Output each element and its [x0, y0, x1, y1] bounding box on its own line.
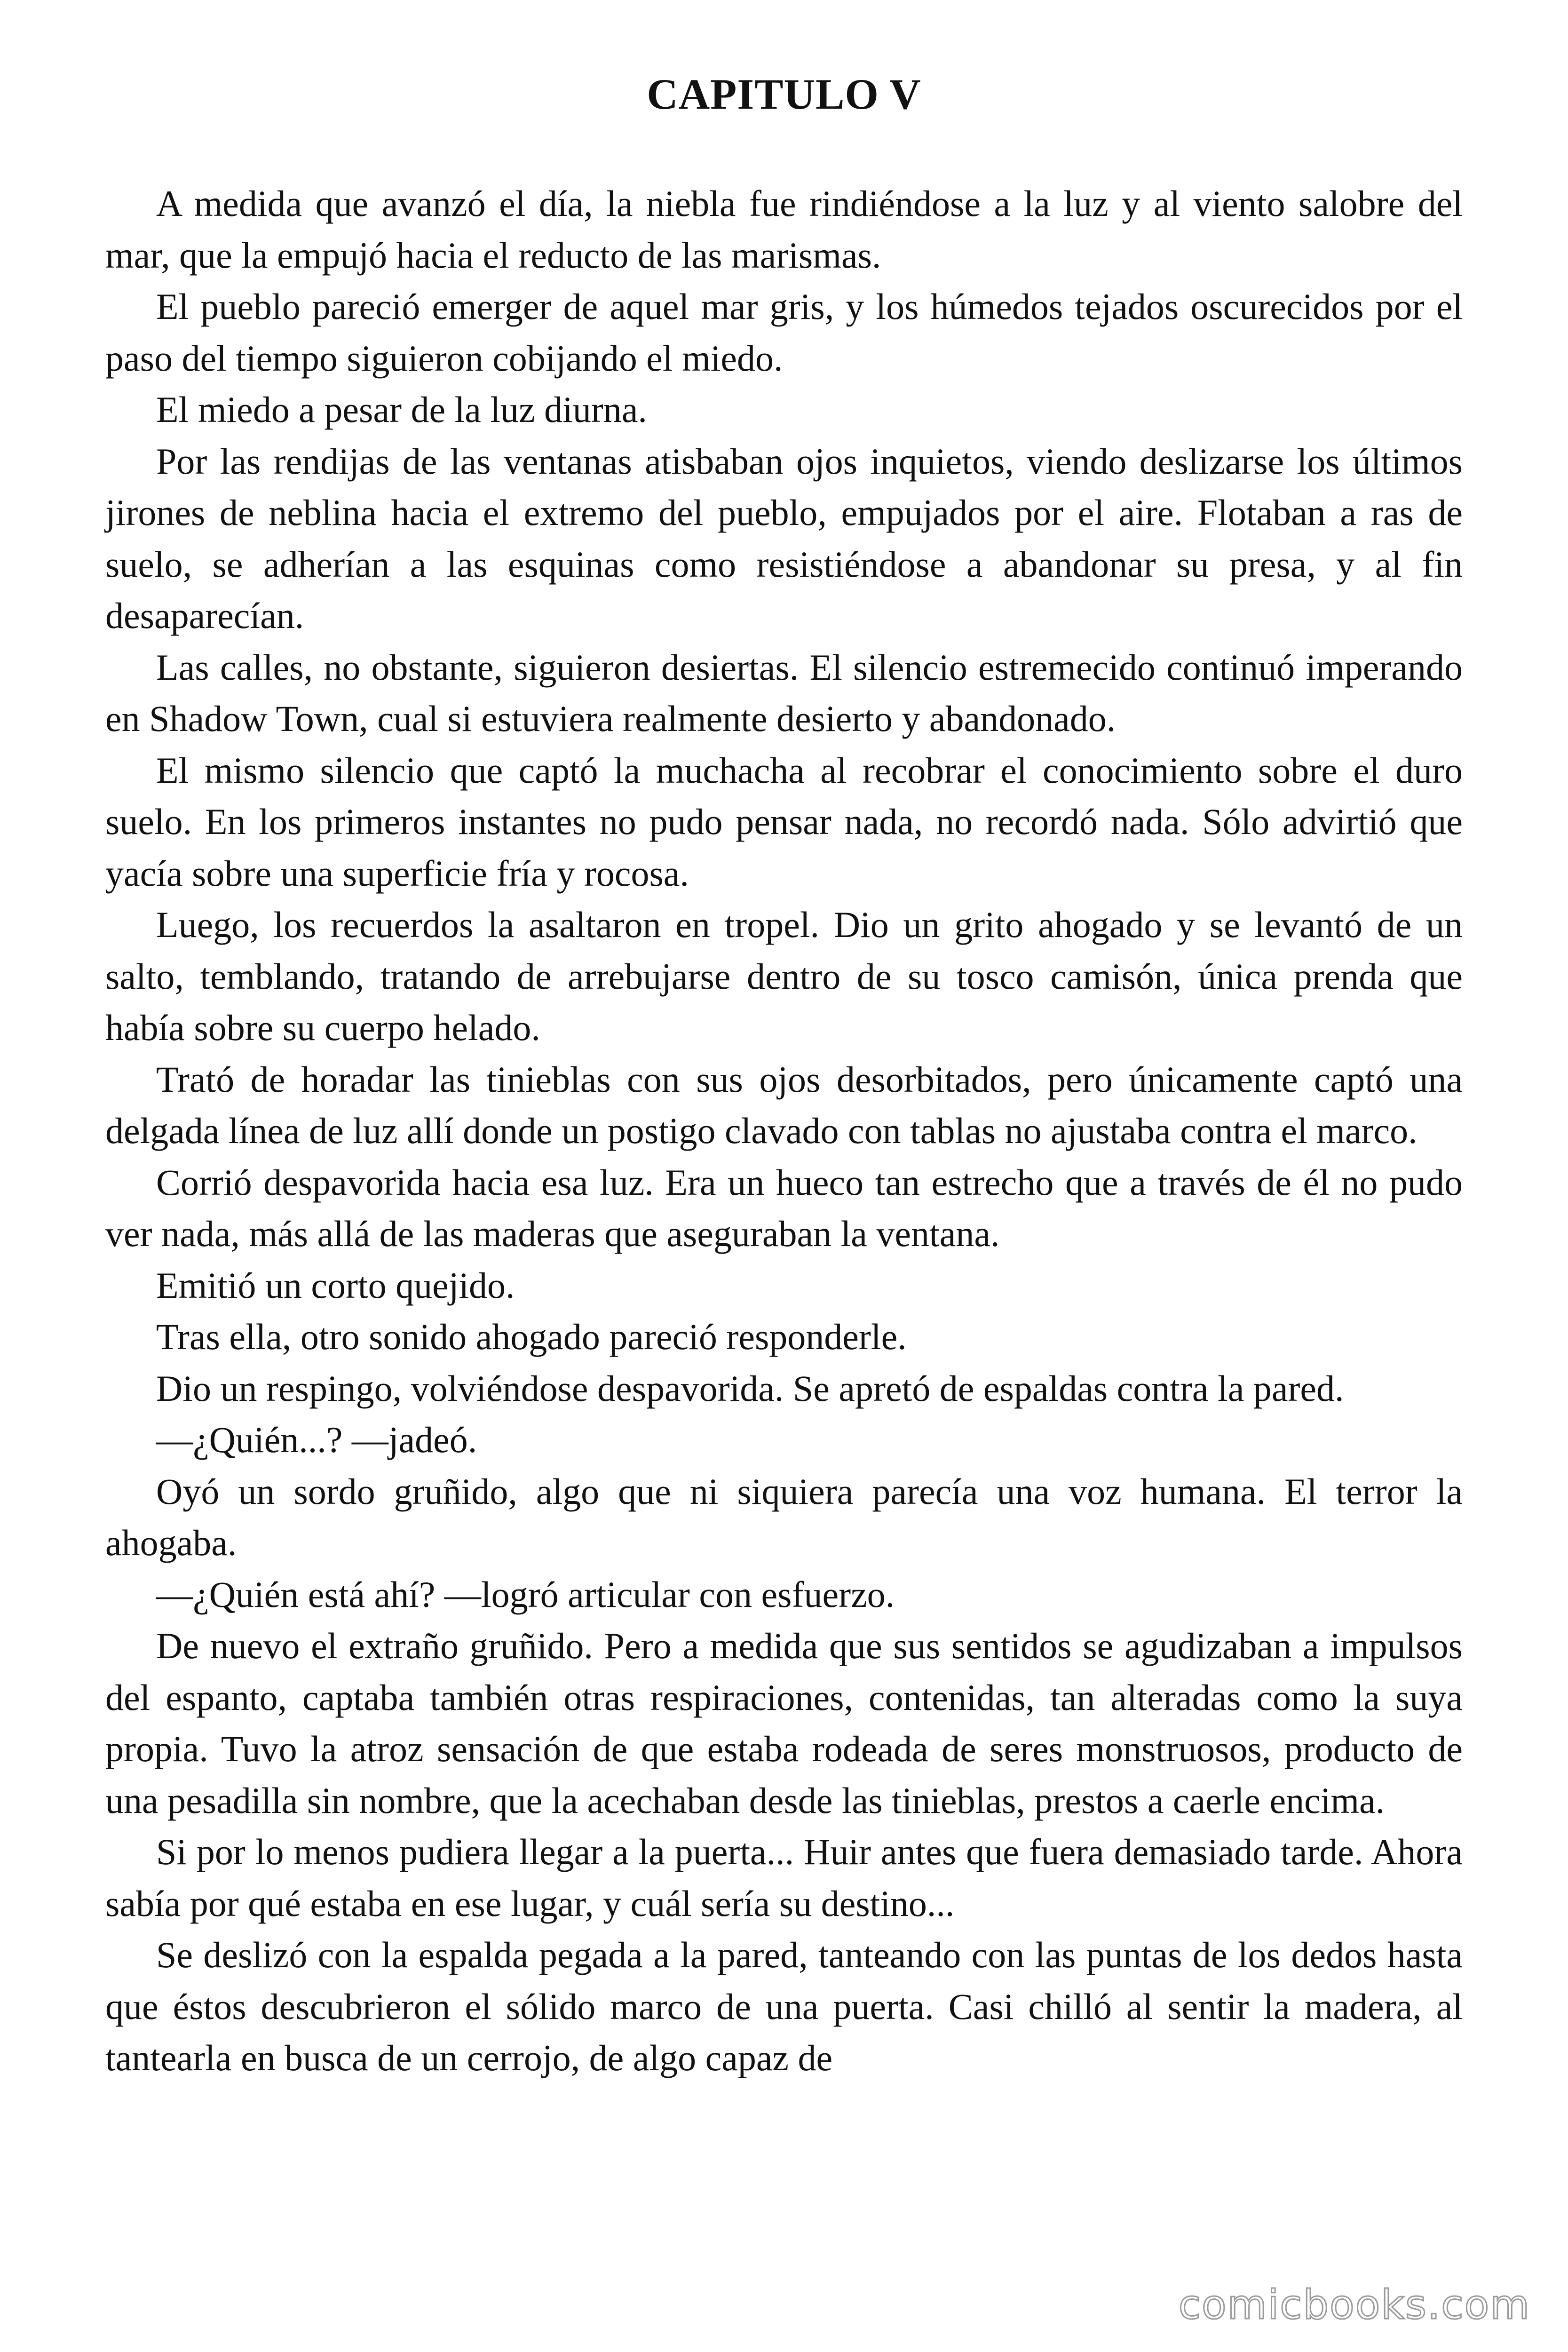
chapter-text — [105, 178, 1463, 2084]
paragraph: Oyó un sordo gruñido, algo que ni siquiera parecía una voz humana. El terror la ahogaba. — [105, 1470, 1463, 1563]
paragraph: De nuevo el extraño gruñido. Pero a medida que sus sentidos se agudizaban a impulsos del espanto, captaba también otras respiraciones, contenidas, tan alteradas como la suya propia. Tuvo la atroz sensación de que estaba rodeada de seres monstruosos, producto de una pesadilla sin nombre, que la acechaban desde las tinieblas, prestos a caerle encima. — [105, 1625, 1463, 1821]
paragraph: Si por lo menos pudiera llegar a la puerta... Huir antes que fuera demasiado tarde. Ahora sabía por qué estaba en ese lugar, y cuál sería su destino... — [105, 1831, 1463, 1924]
paragraph: El miedo a pesar de la luz diurna. — [156, 389, 647, 430]
paragraph: El pueblo pareció emerger de aquel mar gris, y los húmedos tejados oscurecidos por el paso del tiempo siguieron cobijando el miedo. — [105, 286, 1463, 379]
paragraph: El mismo silencio que captó la muchacha al recobrar el conocimiento sobre el duro suelo. En los primeros instantes no pudo pensar nada, no recordó nada. Sólo advirtió que yacía sobre una superficie fría y rocosa. — [105, 749, 1463, 894]
paragraph: Trató de horadar las tinieblas con sus ojos desorbitados, pero únicamente captó una delgada línea de luz allí donde un postigo clavado con tablas no ajustaba contra el marco. — [105, 1058, 1463, 1151]
paragraph: Emitió un corto quejido. — [156, 1264, 515, 1306]
paragraph: Dio un respingo, volviéndose despavorida. Se apretó de espaldas contra la pared. — [156, 1367, 1344, 1409]
paragraph: A medida que avanzó el día, la niebla fue rindiéndose a la luz y al viento salobre del mar, que la empujó hacia el reducto de las marismas. — [105, 183, 1463, 276]
paragraph: Luego, los recuerdos la asaltaron en tropel. Dio un grito ahogado y se levantó de un salto, temblando, tratando de arrebujarse dentro de su tosco camisón, única prenda que había sobre su cuerpo helado. — [105, 904, 1463, 1048]
paragraph: Se deslizó con la espalda pegada a la pared, tanteando con las puntas de los dedos hasta que éstos descubrieron el sólido marco de una puerta. Casi chilló al sentir la madera, al tantearla en busca de un cerrojo, de algo capaz de — [105, 1934, 1463, 2078]
paragraph: Por las rendijas de las ventanas atisbaban ojos inquietos, viendo deslizarse los últimos jirones de neblina hacia el extremo del pueblo, empujados por el aire. Flotaban a ras de suelo, se adherían a las esquinas como resistiéndose a abandonar su presa, y al fin desaparecían. — [105, 440, 1463, 636]
paragraph: Las calles, no obstante, siguieron desiertas. El silencio estremecido continuó imperando en Shadow Town, cual si estuviera realmente desierto y abandonado. — [105, 646, 1463, 739]
paragraph: —¿Quién...? —jadeó. — [156, 1419, 477, 1460]
paragraph: Tras ella, otro sonido ahogado pareció responderle. — [156, 1316, 907, 1357]
watermark: comicbooks.com — [1178, 2281, 1530, 2328]
paragraph: Corrió despavorida hacia esa luz. Era un hueco tan estrecho que a través de él no pudo ver nada, más allá de las maderas que aseguraban la ventana. — [105, 1161, 1463, 1254]
chapter-title: CAPITULO V — [647, 70, 921, 118]
paragraph: —¿Quién está ahí? —logró articular con esfuerzo. — [156, 1573, 895, 1615]
